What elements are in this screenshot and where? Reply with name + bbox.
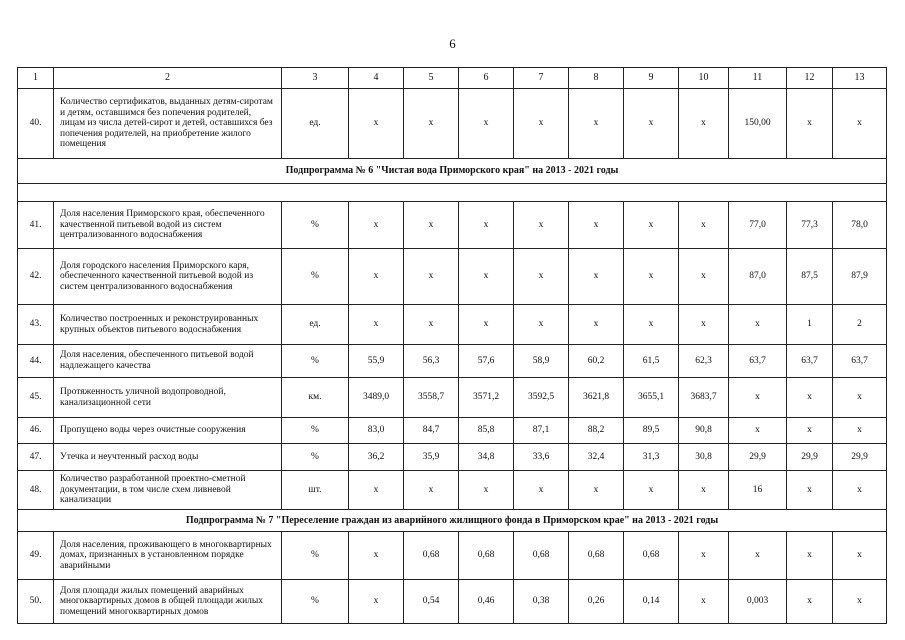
value-cell-5: 3558,7 [404,378,459,418]
row-number: 48. [18,471,54,510]
value-cell-7: 87,1 [514,418,569,444]
table-row [18,305,887,345]
value-cell-12: 63,7 [787,345,833,378]
value-cell-10: x [679,89,729,159]
value-cell-4: x [349,471,404,510]
value-cell-6: 57,6 [459,345,514,378]
value-cell-11: 87,0 [729,249,787,305]
indicator-name: Пропущено воды через очистные сооружения [54,418,282,444]
value-cell-11: 63,7 [729,345,787,378]
value-cell-11: 16 [729,471,787,510]
table-row [18,444,887,471]
table-row [18,471,887,510]
value-cell-10: 90,8 [679,418,729,444]
value-cell-5: x [404,202,459,249]
column-header-3: 3 [282,68,349,89]
subprogram-row [18,159,887,184]
row-number: 45. [18,378,54,418]
value-cell-8: 3621,8 [569,378,624,418]
value-cell-5: x [404,471,459,510]
value-cell-6: 0,68 [459,532,514,580]
row-number: 43. [18,305,54,345]
value-cell-4: x [349,532,404,580]
unit-cell: % [282,202,349,249]
unit-cell: % [282,580,349,624]
value-cell-5: 0,68 [404,532,459,580]
indicator-name: Количество построенных и реконструированных крупных объектов питьевого водоснабжения [54,305,282,345]
indicator-name: Доля населения, проживающего в многоквартирных домах, признанных в установленном порядке аварийными [54,532,282,580]
value-cell-4: 55,9 [349,345,404,378]
column-header-1: 1 [18,68,54,89]
column-header-10: 10 [679,68,729,89]
indicator-name: Утечка и неучтенный расход воды [54,444,282,471]
indicators-table [17,67,887,624]
unit-cell: % [282,345,349,378]
value-cell-9: x [624,305,679,345]
value-cell-10: x [679,580,729,624]
value-cell-9: 31,3 [624,444,679,471]
value-cell-12: 87,5 [787,249,833,305]
value-cell-11: 29,9 [729,444,787,471]
column-header-12: 12 [787,68,833,89]
value-cell-5: 35,9 [404,444,459,471]
row-number: 49. [18,532,54,580]
value-cell-6: x [459,202,514,249]
value-cell-10: 3683,7 [679,378,729,418]
value-cell-6: 85,8 [459,418,514,444]
value-cell-7: x [514,305,569,345]
value-cell-9: 3655,1 [624,378,679,418]
column-header-6: 6 [459,68,514,89]
value-cell-9: x [624,471,679,510]
value-cell-7: 0,38 [514,580,569,624]
value-cell-5: 84,7 [404,418,459,444]
unit-cell: % [282,418,349,444]
value-cell-8: x [569,249,624,305]
unit-cell: км. [282,378,349,418]
indicator-name: Протяженность уличной водопроводной, канализационной сети [54,378,282,418]
value-cell-4: x [349,89,404,159]
value-cell-9: x [624,202,679,249]
column-header-5: 5 [404,68,459,89]
value-cell-8: x [569,471,624,510]
value-cell-4: x [349,202,404,249]
value-cell-12: 77,3 [787,202,833,249]
value-cell-8: 0,26 [569,580,624,624]
value-cell-9: x [624,249,679,305]
value-cell-13: 63,7 [833,345,887,378]
value-cell-7: 33,6 [514,444,569,471]
column-header-4: 4 [349,68,404,89]
value-cell-4: x [349,305,404,345]
unit-cell: ед. [282,305,349,345]
value-cell-11: 0,003 [729,580,787,624]
value-cell-6: x [459,249,514,305]
value-cell-9: 61,5 [624,345,679,378]
value-cell-6: x [459,89,514,159]
value-cell-10: x [679,249,729,305]
value-cell-10: x [679,202,729,249]
table-row [18,378,887,418]
spacer-row [18,184,887,202]
value-cell-4: 3489,0 [349,378,404,418]
value-cell-8: x [569,305,624,345]
value-cell-9: 0,14 [624,580,679,624]
value-cell-7: x [514,202,569,249]
table-row [18,202,887,249]
column-header-9: 9 [624,68,679,89]
table-row [18,580,887,624]
table-row [18,249,887,305]
value-cell-5: 0,54 [404,580,459,624]
header-row [18,68,887,89]
value-cell-5: 56,3 [404,345,459,378]
value-cell-12: x [787,580,833,624]
value-cell-8: 0,68 [569,532,624,580]
value-cell-4: 36,2 [349,444,404,471]
value-cell-11: 150,00 [729,89,787,159]
value-cell-4: 83,0 [349,418,404,444]
subprogram-title: Подпрограмма № 7 "Переселение граждан из аварийного жилищного фонда в Приморском крае" на 2013 - 2021 годы [18,510,887,532]
value-cell-8: x [569,89,624,159]
value-cell-4: x [349,249,404,305]
value-cell-9: x [624,89,679,159]
value-cell-12: x [787,532,833,580]
indicator-name: Доля площади жилых помещений аварийных многоквартирных домов в общей площади жилых помещений многоквартирных домов [54,580,282,624]
value-cell-7: 0,68 [514,532,569,580]
row-number: 44. [18,345,54,378]
value-cell-6: 0,46 [459,580,514,624]
value-cell-12: x [787,471,833,510]
value-cell-11: x [729,305,787,345]
value-cell-13: 78,0 [833,202,887,249]
value-cell-13: 29,9 [833,444,887,471]
value-cell-9: 89,5 [624,418,679,444]
unit-cell: % [282,444,349,471]
value-cell-12: x [787,378,833,418]
row-number: 47. [18,444,54,471]
value-cell-10: x [679,471,729,510]
indicator-name: Доля населения Приморского края, обеспеченного качественной питьевой водой из систем централизованного водоснабжения [54,202,282,249]
page-number: 6 [449,36,456,51]
value-cell-6: x [459,471,514,510]
value-cell-12: 29,9 [787,444,833,471]
value-cell-13: x [833,89,887,159]
value-cell-13: x [833,471,887,510]
value-cell-12: x [787,418,833,444]
value-cell-5: x [404,89,459,159]
column-header-13: 13 [833,68,887,89]
value-cell-8: 60,2 [569,345,624,378]
table-row [18,418,887,444]
value-cell-7: x [514,89,569,159]
unit-cell: шт. [282,471,349,510]
column-header-2: 2 [54,68,282,89]
value-cell-8: 32,4 [569,444,624,471]
value-cell-13: 2 [833,305,887,345]
value-cell-13: 87,9 [833,249,887,305]
value-cell-12: 1 [787,305,833,345]
value-cell-7: 3592,5 [514,378,569,418]
unit-cell: % [282,532,349,580]
value-cell-6: 34,8 [459,444,514,471]
column-header-8: 8 [569,68,624,89]
column-header-7: 7 [514,68,569,89]
row-number: 40. [18,89,54,159]
value-cell-11: x [729,378,787,418]
indicator-name: Доля населения, обеспеченного питьевой водой надлежащего качества [54,345,282,378]
row-number: 42. [18,249,54,305]
value-cell-13: x [833,532,887,580]
value-cell-10: 30,8 [679,444,729,471]
column-header-11: 11 [729,68,787,89]
indicator-name: Количество сертификатов, выданных детям-сиротам и детям, оставшимся без попечения родителей, лицам из числа детей-сирот и детей, оставшихся без попечения родителей, на приобретение жилого помещения [54,89,282,159]
value-cell-8: 88,2 [569,418,624,444]
value-cell-13: x [833,418,887,444]
unit-cell: % [282,249,349,305]
value-cell-6: 3571,2 [459,378,514,418]
value-cell-7: x [514,249,569,305]
value-cell-11: 77,0 [729,202,787,249]
value-cell-8: x [569,202,624,249]
value-cell-7: x [514,471,569,510]
table-row [18,345,887,378]
unit-cell: ед. [282,89,349,159]
value-cell-11: x [729,532,787,580]
value-cell-13: x [833,580,887,624]
value-cell-5: x [404,249,459,305]
value-cell-10: x [679,305,729,345]
row-number: 50. [18,580,54,624]
spacer-cell [18,184,887,202]
value-cell-10: x [679,532,729,580]
subprogram-row [18,510,887,532]
table-row [18,532,887,580]
value-cell-4: x [349,580,404,624]
value-cell-10: 62,3 [679,345,729,378]
row-number: 41. [18,202,54,249]
indicator-name: Количество разработанной проектно-сметной документации, в том числе схем ливневой канализации [54,471,282,510]
value-cell-7: 58,9 [514,345,569,378]
indicator-name: Доля городского населения Приморского каря, обеспеченного качественной питьевой водой из систем централизованного водоснабжения [54,249,282,305]
value-cell-12: x [787,89,833,159]
table-row [18,89,887,159]
value-cell-11: x [729,418,787,444]
value-cell-6: x [459,305,514,345]
value-cell-13: x [833,378,887,418]
row-number: 46. [18,418,54,444]
value-cell-9: 0,68 [624,532,679,580]
subprogram-title: Подпрограмма № 6 "Чистая вода Приморского края" на 2013 - 2021 годы [18,159,887,184]
value-cell-5: x [404,305,459,345]
